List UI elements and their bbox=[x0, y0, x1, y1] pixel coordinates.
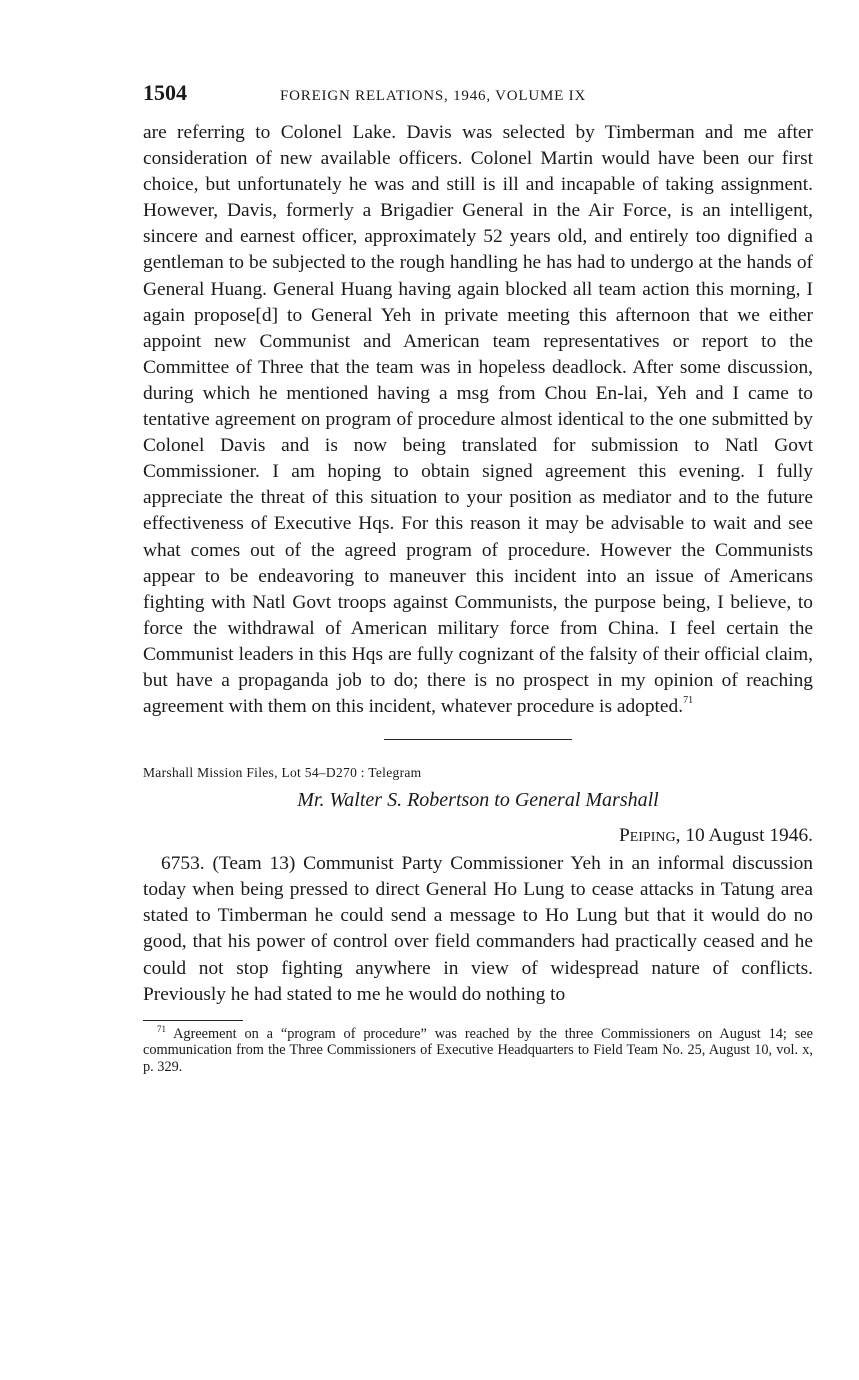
running-title: FOREIGN RELATIONS, 1946, VOLUME IX bbox=[280, 88, 587, 104]
footnote-text: Agreement on a “program of procedure” was reached by the three Commissioners on August 14; see communication from the Three Commissioners of Executive Headquarters to Field Team No. 25, August 10, vol. x, p. 329. bbox=[143, 1025, 813, 1075]
footnote bbox=[143, 1023, 813, 1076]
telegram-body: 6753. (Team 13) Communist Party Commissioner Yeh in an informal discussion today when being pressed to direct General Ho Lung to cease attacks in Tatung area stated to Timberman he could send a message to Ho Lung but that it would do no good, that his power of control over field commanders had practically ceased and he could not stop fighting anywhere in view of widespread nature of conflicts. Previously he had stated to me he would do nothing to bbox=[143, 853, 813, 1005]
footnote-divider bbox=[143, 1020, 243, 1021]
footnote-reference: 71 bbox=[683, 695, 694, 707]
document-title: Mr. Walter S. Robertson to General Marshall bbox=[297, 789, 659, 812]
dateline bbox=[143, 825, 813, 847]
source-note: Marshall Mission Files, Lot 54–D270 : Telegram bbox=[143, 765, 422, 781]
page-number: 1504 bbox=[143, 80, 187, 105]
body-paragraph-text: are referring to Colonel Lake. Davis was selected by Timberman and me after consideration of new available officers. Colonel Martin would have been our first choice, but unfortunately he was and still is ill and incapable of taking assignment. However, Davis, formerly a Brigadier General in the Air Force, is an intelligent, sincere and earnest officer, approximately 52 years old, and entirely too dignified a gentleman to be subjected to the rough handling he has had to undergo at the hands of General Huang. General Huang having again blocked all team action this morning, I again propose[d] to General Yeh in private meeting this afternoon that we either appoint new Communist and American team representatives or report to the Committee of Three that the team was in hopeless deadlock. After some discussion, during which he mentioned having a msg from Chou En-lai, Yeh and I came to tentative agreement on program of procedure almost identical to the one submitted by Colonel Davis and is now being translated for submission to Natl Govt Commissioner. I am hoping to obtain signed agreement this evening. I fully appreciate the threat of this situation to your position as mediator and to the future effectiveness of Executive Hqs. For this reason it may be advisable to wait and see what comes out of the agreed program of procedure. However the Communists appear to be endeavoring to maneuver this incident into an issue of Americans fighting with Natl Govt troops against Communists, the purpose being, I believe, to force the withdrawal of American military force from China. I feel certain the Communist leaders in this Hqs are fully cognizant of the falsity of their official claim, but have a propaganda job to do; there is no prospect in my opinion of reaching agreement with them on this incident, whatever procedure is adopted. bbox=[143, 122, 813, 718]
section-divider bbox=[384, 739, 572, 740]
body-paragraph-continued bbox=[143, 120, 813, 720]
document-page bbox=[143, 80, 813, 1090]
running-head bbox=[143, 80, 813, 110]
footnote-number: 71 bbox=[157, 1023, 166, 1034]
dateline-place: Peiping, bbox=[618, 825, 681, 847]
dateline-date: 10 August 1946. bbox=[685, 825, 813, 847]
